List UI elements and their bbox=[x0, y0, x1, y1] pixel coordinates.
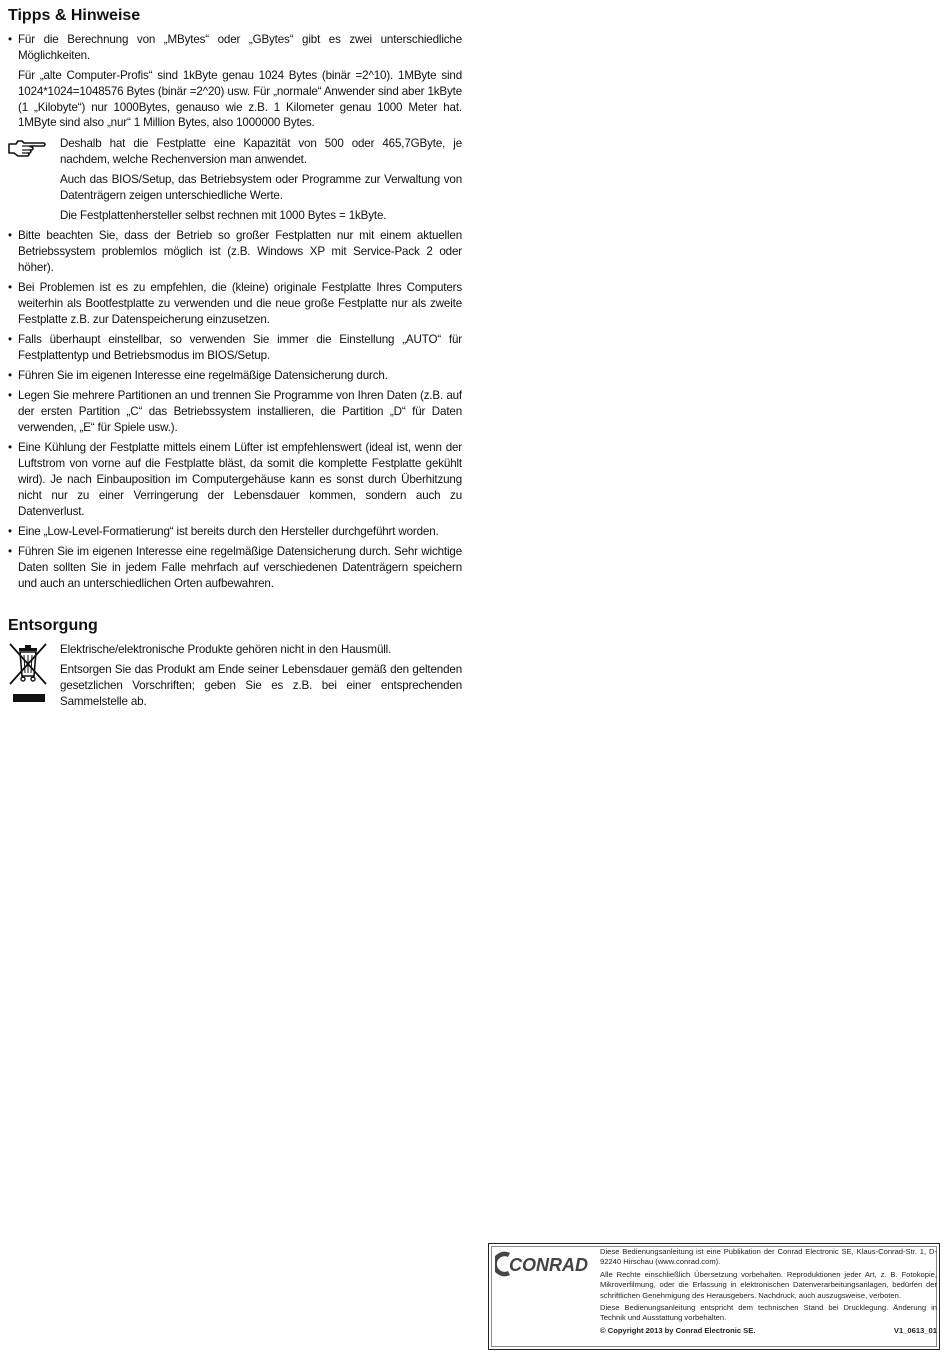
footer-paragraph-3: Diese Bedienungsanleitung entspricht dem technischen Stand bei Drucklegung. Änderung in Technik und Ausstattung vorbehalten. bbox=[600, 1303, 937, 1323]
footer-text bbox=[600, 1247, 937, 1338]
tip-item-1-detail: Für „alte Computer-Profis“ sind 1kByte genau 1024 Bytes (binär =2^10). 1MByte sind 1024*1024=1048576 Bytes (binär =2^20) usw. Für „normale“ Anwender sind aber 1kByte (1 „Kilobyte“) nur 1000Bytes, genauso wie z.B. 1 Kilometer genau 1000 Meter hat. 1MByte sind also „nur“ 1 Million Bytes, also 1000000 Bytes. bbox=[18, 69, 462, 130]
tips-heading: Tipps & Hinweise bbox=[8, 7, 141, 24]
section-spacer bbox=[8, 596, 462, 616]
footer-paragraph-2: Alle Rechte einschließlich Übersetzung vorbehalten. Reproduktionen jeder Art, z. B. Fotokopie, Mikroverfilmung, oder die Erfassung in elektronischen Datenverarbeitungsanlagen, bedürfen der schriftlichen Genehmigung des Herausgebers. Nachdruck, auch auszugsweise, verboten. bbox=[600, 1269, 937, 1300]
tip-item-6: • Legen Sie mehrere Partitionen an und trennen Sie Programme von Ihren Daten (z.B. auf der ersten Partition „C“ das Betriebssystem installieren, die Partition „D“ für Daten verwenden, „E“ für Spiele usw.). bbox=[8, 388, 462, 435]
tip-item-9: • Führen Sie im eigenen Interesse eine regelmäßige Datensicherung durch. Sehr wichtige Daten sollten Sie in jedem Falle mehrfach auf verschiedenen Datenträgern speichern und auch an unterschiedlichen Orten aufbewahren. bbox=[8, 544, 462, 591]
disposal-heading: Entsorgung bbox=[8, 617, 98, 634]
note-text-2: Auch das BIOS/Setup, das Betriebsystem oder Programme zur Verwaltung von Datenträgern zeigen unterschiedliche Werte. bbox=[60, 172, 462, 202]
tip-item-2: • Bitte beachten Sie, dass der Betrieb so großer Festplatten nur mit einem aktuellen Betriebssystem problemlos möglich ist (z.B. Windows XP mit Service-Pack 2 oder höher). bbox=[8, 228, 462, 275]
footer-paragraph-1: Diese Bedienungsanleitung ist eine Publikation der Conrad Electronic SE, Klaus-Conrad-Str. 1, D-92240 Hirschau (www.conrad.com). bbox=[600, 1247, 937, 1267]
footer-copyright-row bbox=[600, 1326, 937, 1336]
disposal-text-2: Entsorgen Sie das Produkt am Ende seiner Lebensdauer gemäß den geltenden gesetzlichen Vorschriften; geben Sie es z.B. bei einer entsprechenden Sammelstelle ab. bbox=[60, 663, 462, 708]
pointing-hand-icon bbox=[8, 138, 46, 158]
disposal-block bbox=[8, 642, 462, 710]
publisher-footer bbox=[488, 1243, 940, 1350]
note-block bbox=[8, 136, 462, 224]
note-text-3: Die Festplattenhersteller selbst rechnen mit 1000 Bytes = 1kByte. bbox=[60, 208, 387, 222]
main-column bbox=[8, 6, 462, 714]
tip-item-7: • Eine Kühlung der Festplatte mittels einem Lüfter ist empfehlenswert (ideal ist, wenn der Luftstrom von vorne auf die Festplatte bläst, da somit die komplette Festplatte gekühlt wird). Je nach Einbauposition im Computergehäuse kann es sonst durch Überhitzung nicht nur zu einer Verringerung der Lebensdauer kommen, sondern auch zu Datenverlust. bbox=[8, 440, 462, 519]
tip-item-4: • Falls überhaupt einstellbar, so verwenden Sie immer die Einstellung „AUTO“ für Festplattentyp und Betriebsmodus im BIOS/Setup. bbox=[8, 332, 462, 364]
crossed-out-wheelie-bin-icon bbox=[8, 642, 48, 704]
note-text-1: Deshalb hat die Festplatte eine Kapazität von 500 oder 465,7GByte, je nachdem, welche Rechenversion man anwendet. bbox=[60, 136, 462, 166]
version-code: V1_0613_01 bbox=[893, 1325, 937, 1335]
conrad-logo-mark bbox=[495, 1251, 595, 1277]
logo-text: CONRAD bbox=[509, 1255, 588, 1275]
copyright-text: © Copyright 2013 by Conrad Electronic SE. bbox=[600, 1325, 756, 1335]
tip-item-3: • Bei Problemen ist es zu empfehlen, die (kleine) originale Festplatte Ihres Computers weiterhin als Bootfestplatte zu verwenden und die neue große Festplatte nur als zweite Festplatte z.B. zur Datenspeicherung einzusetzen. bbox=[8, 280, 462, 327]
disposal-text-1: Elektrische/elektronische Produkte gehören nicht in den Hausmüll. bbox=[60, 643, 392, 656]
tip-item-5: • Führen Sie im eigenen Interesse eine regelmäßige Datensicherung durch. bbox=[8, 368, 462, 384]
tip-item-1: • Für die Berechnung von „MBytes“ oder „GBytes“ gibt es zwei unterschiedliche Möglichkeiten. bbox=[8, 32, 462, 64]
conrad-logo bbox=[495, 1251, 595, 1277]
tip-item-8: • Eine „Low-Level-Formatierung“ ist bereits durch den Hersteller durchgeführt worden. bbox=[8, 524, 462, 540]
